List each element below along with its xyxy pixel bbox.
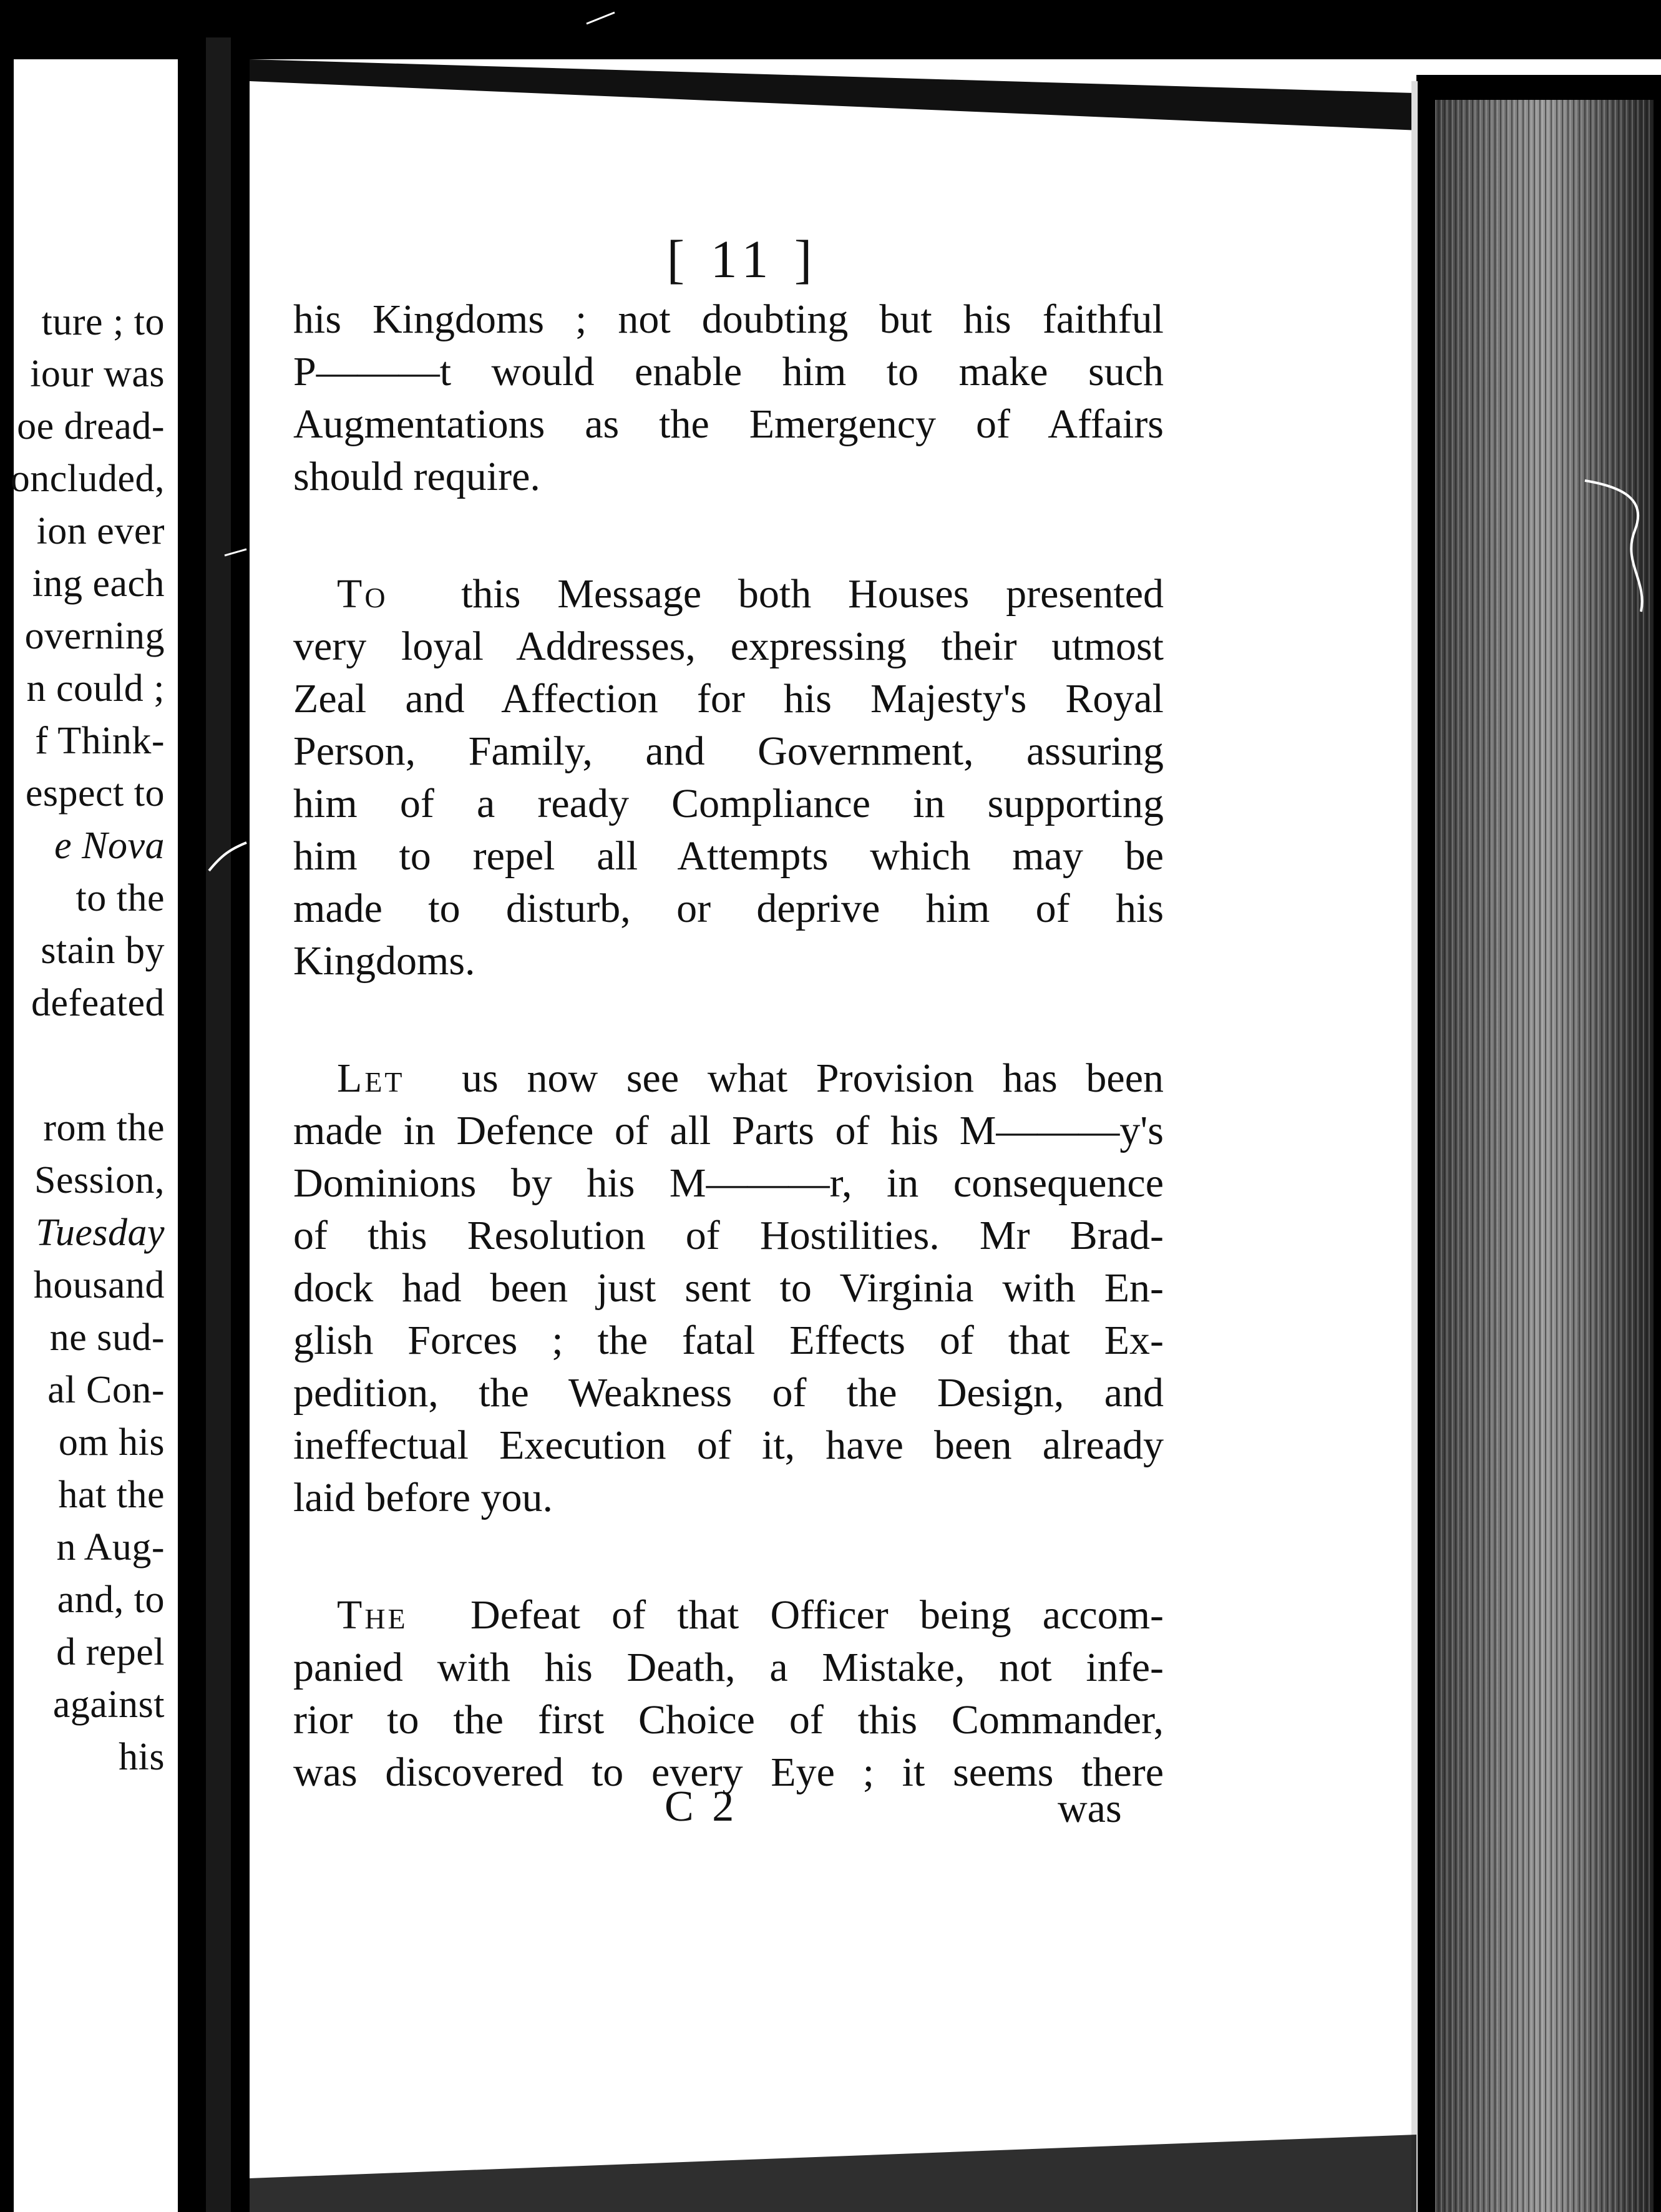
left-page-line: Session, xyxy=(34,1159,165,1201)
text-line: glish Forces ; the fatal Effects of that Ex- xyxy=(293,1318,1164,1363)
text-line: him to repel all Attempts which may be xyxy=(293,833,1164,879)
left-page-line: om his xyxy=(58,1421,165,1464)
text-line: was discovered to every Eye ; it seems there xyxy=(293,1750,1164,1795)
text-line: Dominions by his M———r, in consequence xyxy=(293,1160,1164,1206)
left-facing-page xyxy=(0,275,167,1866)
left-page-line: and, to xyxy=(57,1578,165,1621)
text-line: rior to the first Choice of this Commander, xyxy=(293,1697,1164,1743)
signature-mark: C 2 xyxy=(665,1783,738,1831)
left-page-line: iour was xyxy=(30,353,165,395)
paragraph-lead-word: The xyxy=(337,1592,408,1638)
text-line: P———t would enable him to make such xyxy=(293,349,1164,394)
paragraph-3 xyxy=(293,1052,1164,1524)
text-line: should require. xyxy=(293,454,540,499)
text-line: his Kingdoms ; not doubting but his faithful xyxy=(293,296,1164,342)
text-line xyxy=(293,1052,1164,1105)
left-page-line: ture ; to xyxy=(41,301,165,343)
text-line: Zeal and Affection for his Majesty's Royal xyxy=(293,676,1164,722)
text-line: ineffectual Execution of it, have been already xyxy=(293,1422,1164,1468)
text-line xyxy=(293,568,1164,620)
left-page-line: overning xyxy=(24,615,165,657)
left-page-line: oncluded, xyxy=(10,458,165,500)
text-line: him of a ready Compliance in supporting xyxy=(293,781,1164,826)
left-page-line: espect to xyxy=(25,772,165,815)
text-line: dock had been just sent to Virginia with En- xyxy=(293,1265,1164,1311)
text-line: Person, Family, and Government, assuring xyxy=(293,728,1164,774)
text-line: made to disturb, or deprive him of his xyxy=(293,886,1164,931)
left-page-line: hat the xyxy=(58,1474,165,1516)
text-line: of this Resolution of Hostilities. Mr Brad- xyxy=(293,1213,1164,1258)
left-page-line: d repel xyxy=(56,1631,165,1673)
left-page-line: ing each xyxy=(32,562,165,605)
left-page-line: stain by xyxy=(41,929,165,972)
text-line: very loyal Addresses, expressing their utmost xyxy=(293,624,1164,669)
left-page-line: n could ; xyxy=(26,667,165,710)
left-page-line: housand xyxy=(33,1264,165,1306)
paragraph-lead-word: Let xyxy=(337,1055,405,1101)
text-line-rest: Defeat of that Officer being accom- xyxy=(470,1592,1164,1638)
left-page-line: al Con- xyxy=(47,1369,165,1411)
text-line-rest: us now see what Provision has been xyxy=(462,1055,1164,1101)
page-body xyxy=(293,293,1164,1799)
left-page-line: to the xyxy=(76,877,165,919)
catchword: was xyxy=(1058,1786,1122,1831)
text-line xyxy=(293,1589,1164,1642)
left-page-line: oe dread- xyxy=(17,405,165,448)
left-page-line: f Think- xyxy=(35,720,165,762)
text-line: laid before you. xyxy=(293,1475,553,1520)
left-page-line: rom the xyxy=(43,1107,165,1149)
left-page-line: n Aug- xyxy=(56,1526,165,1568)
left-page-line: defeated xyxy=(31,982,165,1024)
text-line: made in Defence of all Parts of his M———y's xyxy=(293,1108,1164,1153)
left-page-line: Tuesday xyxy=(36,1211,165,1254)
paragraph-4 xyxy=(293,1589,1164,1799)
text-line: pedition, the Weakness of the Design, and xyxy=(293,1370,1164,1416)
left-page-line: ion ever xyxy=(36,510,165,552)
text-line: panied with his Death, a Mistake, not infe- xyxy=(293,1645,1164,1690)
text-line: Kingdoms. xyxy=(293,938,475,984)
page-number-header: [ 11 ] xyxy=(666,229,819,289)
paragraph-lead-word: To xyxy=(337,571,388,617)
left-page-line: against xyxy=(52,1683,165,1726)
paragraph-2 xyxy=(293,568,1164,987)
left-page-line: ne sud- xyxy=(49,1316,165,1359)
left-page-line: e Nova xyxy=(54,825,165,867)
text-line-rest: this Message both Houses presented xyxy=(461,571,1164,617)
left-page-line: his xyxy=(119,1736,165,1778)
text-line: Augmentations as the Emergency of Affairs xyxy=(293,401,1164,447)
paragraph-1 xyxy=(293,293,1164,503)
